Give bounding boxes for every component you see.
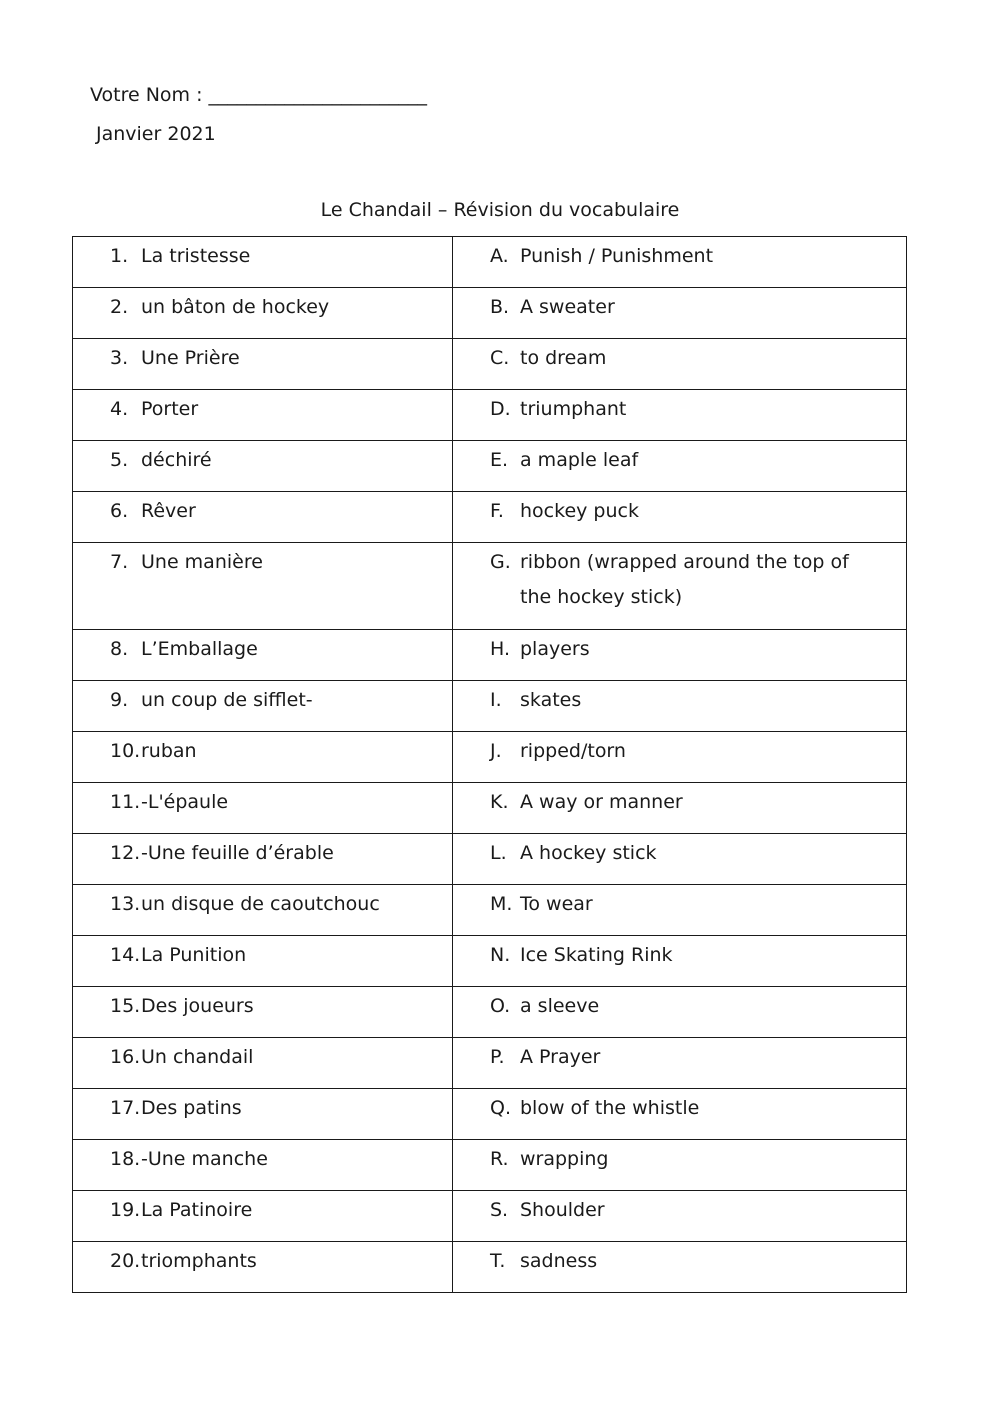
english-definition: sadness [520,1250,598,1272]
term-number: 15. [110,995,141,1017]
term-number: 1. [110,245,129,267]
table-row [73,783,907,834]
definition-letter: B. [490,296,510,318]
english-definition: Shoulder [520,1199,605,1221]
table-row [73,681,907,732]
table-row [73,1089,907,1140]
table-row [73,732,907,783]
definition-letter: T. [490,1250,506,1272]
french-term-cell [73,732,453,783]
english-definition-cell [453,492,907,543]
definition-letter: K. [490,791,509,813]
french-term-cell [73,1191,453,1242]
english-definition: hockey puck [520,500,639,522]
table-row [73,630,907,681]
term-number: 17. [110,1097,141,1119]
term-number: 8. [110,638,129,660]
date-label: Janvier 2021 [96,123,216,145]
table-row [73,543,907,630]
term-number: 20. [110,1250,141,1272]
english-definition: a maple leaf [520,449,639,471]
french-term: Rêver [141,500,196,522]
french-term-cell [73,237,453,288]
french-term-cell [73,288,453,339]
english-definition-cell [453,1242,907,1293]
term-number: 2. [110,296,129,318]
french-term: La Punition [141,944,247,966]
french-term-cell [73,390,453,441]
definition-letter: E. [490,449,509,471]
french-term-cell [73,543,453,630]
english-definition-cell [453,885,907,936]
english-definition-cell [453,1140,907,1191]
english-definition-cell [453,543,907,630]
french-term: -L'épaule [141,791,229,813]
french-term-cell [73,834,453,885]
table-row [73,834,907,885]
english-definition-cell [453,987,907,1038]
english-definition-cell [453,1191,907,1242]
french-term: Porter [141,398,199,420]
term-number: 13. [110,893,141,915]
table-row [73,1191,907,1242]
table-row [73,339,907,390]
english-definition: A sweater [520,296,615,318]
english-definition: A hockey stick [520,842,657,864]
definition-letter: I. [490,689,502,711]
english-definition: A Prayer [520,1046,601,1068]
english-definition: ripped/torn [520,740,626,762]
english-definition: triumphant [520,398,627,420]
english-definition: Ice Skating Rink [520,944,673,966]
french-term: La Patinoire [141,1199,253,1221]
table-row [73,441,907,492]
definition-letter: H. [490,638,510,660]
french-term: -Une feuille d’érable [141,842,334,864]
definition-letter: A. [490,245,509,267]
term-number: 18. [110,1148,141,1170]
term-number: 9. [110,689,129,711]
student-name-field[interactable]: Votre Nom : _______________________ [90,84,428,106]
term-number: 4. [110,398,129,420]
english-definition-cell [453,681,907,732]
definition-letter: S. [490,1199,509,1221]
french-term: un disque de caoutchouc [141,893,380,915]
french-term-cell [73,885,453,936]
definition-letter: Q. [490,1097,511,1119]
table-row [73,1242,907,1293]
table-row [73,987,907,1038]
table-row [73,1038,907,1089]
english-definition: Punish / Punishment [520,245,714,267]
table-row [73,885,907,936]
french-term-cell [73,1140,453,1191]
english-definition: ribbon (wrapped around the top of the hockey stick) [520,551,849,608]
english-definition: skates [520,689,582,711]
english-definition-cell [453,390,907,441]
french-term: un coup de sifflet- [141,689,313,711]
term-number: 10. [110,740,141,762]
english-definition: A way or manner [520,791,683,813]
french-term-cell [73,681,453,732]
definition-letter: L. [490,842,507,864]
term-number: 14. [110,944,141,966]
french-term: Des joueurs [141,995,254,1017]
french-term-cell [73,1089,453,1140]
table-row [73,492,907,543]
french-term-cell [73,936,453,987]
english-definition: a sleeve [520,995,600,1017]
english-definition: to dream [520,347,607,369]
french-term: ruban [141,740,197,762]
english-definition: wrapping [520,1148,609,1170]
french-term: triomphants [141,1250,257,1272]
definition-letter: O. [490,995,511,1017]
english-definition: To wear [520,893,593,915]
english-definition-cell [453,834,907,885]
term-number: 11. [110,791,141,813]
definition-letter: F. [490,500,504,522]
french-term: Une manière [141,551,263,573]
term-number: 6. [110,500,129,522]
english-definition-cell [453,1038,907,1089]
definition-letter: P. [490,1046,505,1068]
french-term-cell [73,987,453,1038]
vocabulary-matching-table [72,236,907,1293]
table-row [73,1140,907,1191]
term-number: 19. [110,1199,141,1221]
french-term-cell [73,783,453,834]
french-term: La tristesse [141,245,251,267]
definition-letter: J. [490,740,502,762]
english-definition-cell [453,441,907,492]
definition-letter: G. [490,551,511,573]
definition-letter: N. [490,944,511,966]
english-definition: players [520,638,590,660]
english-definition-cell [453,630,907,681]
definition-letter: M. [490,893,513,915]
english-definition-cell [453,936,907,987]
english-definition-cell [453,288,907,339]
french-term-cell [73,492,453,543]
french-term-cell [73,441,453,492]
worksheet-title: Le Chandail – Révision du vocabulaire [320,199,680,221]
definition-letter: C. [490,347,510,369]
table-row [73,237,907,288]
english-definition-cell [453,1089,907,1140]
english-definition-cell [453,783,907,834]
table-row [73,390,907,441]
term-number: 3. [110,347,129,369]
french-term-cell [73,1038,453,1089]
term-number: 5. [110,449,129,471]
definition-letter: R. [490,1148,509,1170]
french-term: Un chandail [141,1046,254,1068]
table-row [73,936,907,987]
french-term: Une Prière [141,347,240,369]
french-term: -Une manche [141,1148,268,1170]
english-definition: blow of the whistle [520,1097,700,1119]
french-term: L’Emballage [141,638,258,660]
french-term: déchiré [141,449,212,471]
definition-letter: D. [490,398,511,420]
english-definition-cell [453,339,907,390]
french-term: un bâton de hockey [141,296,330,318]
table-row [73,288,907,339]
term-number: 12. [110,842,141,864]
french-term-cell [73,630,453,681]
english-definition-cell [453,732,907,783]
english-definition-cell [453,237,907,288]
french-term: Des patins [141,1097,242,1119]
french-term-cell [73,339,453,390]
term-number: 7. [110,551,129,573]
french-term-cell [73,1242,453,1293]
term-number: 16. [110,1046,141,1068]
